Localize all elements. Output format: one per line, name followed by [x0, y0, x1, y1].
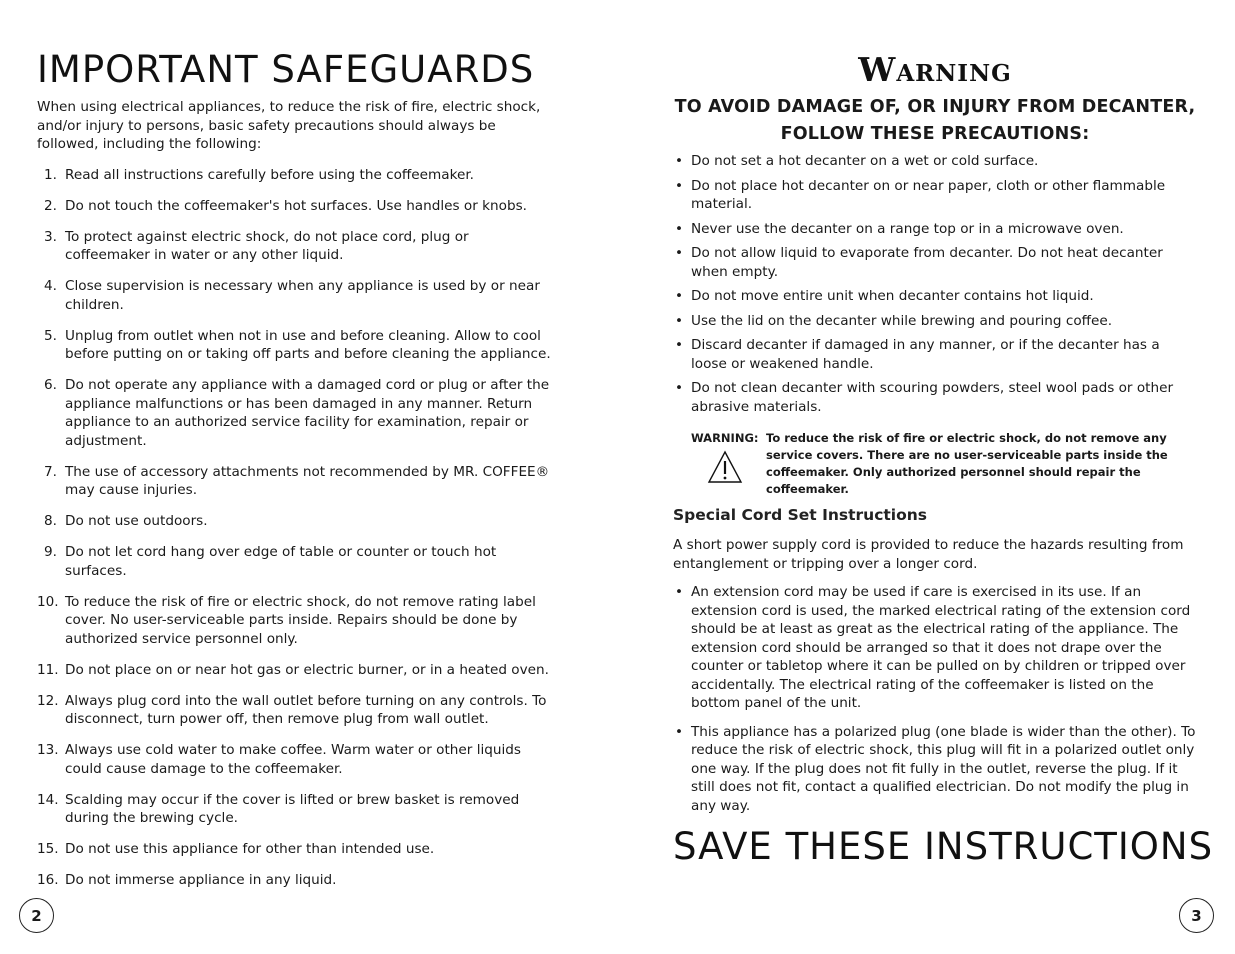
list-item: • Discard decanter if damaged in any manner, or if the decanter has a loose or weakened handle. [673, 336, 1197, 373]
item-text: Close supervision is necessary when any appliance is used by or near children. [65, 278, 540, 313]
item-text: To reduce the risk of fire or electric shock, do not remove rating label cover. No user-serviceable parts inside. Repairs should be done by authorized service personnel only. [65, 593, 536, 647]
list-item: • This appliance has a polarized plug (one blade is wider than the other). To reduce the risk of electric shock, this plug will fit in a polarized outlet only one way. If the plug does not fit fully in the outlet, reverse the plug. If it still does not fit, contact a qualified electrician. Do not modify the plug in any way. [673, 723, 1197, 816]
item-number: 8. [44, 513, 57, 529]
list-item [37, 661, 557, 680]
decanter-subhead: TO AVOID DAMAGE OF, OR INJURY FROM DECANTER, FOLLOW THESE PRECAUTIONS: [674, 97, 1196, 144]
item-text: Read all instructions carefully before using the coffeemaker. [65, 166, 474, 183]
warning-label: WARNING: [691, 431, 759, 445]
list-item [37, 376, 557, 450]
list-item [37, 228, 557, 265]
list-item [37, 692, 557, 729]
item-text: Do not place on or near hot gas or electric burner, or in a heated oven. [65, 661, 549, 678]
item-text: Scalding may occur if the cover is lifted or brew basket is removed during the brewing cycle. [65, 791, 520, 826]
list-item [37, 593, 557, 649]
list-item [37, 840, 557, 859]
list-item: • Do not set a hot decanter on a wet or cold surface. [673, 152, 1197, 171]
list-item: • Do not move entire unit when decanter contains hot liquid. [673, 287, 1197, 306]
item-text: The use of accessory attachments not recommended by MR. COFFEE® may cause injuries. [65, 463, 550, 498]
list-item [37, 791, 557, 828]
warning-title: Warning [858, 50, 1012, 89]
list-item: • Never use the decanter on a range top or in a microwave oven. [673, 220, 1197, 239]
item-text: Do not use this appliance for other than intended use. [65, 841, 435, 857]
item-number: 16. [37, 872, 59, 888]
item-number: 15. [37, 841, 59, 857]
safeguards-intro: When using electrical appliances, to reduce the risk of fire, electric shock, and/or injury to persons, basic safety precautions should always be followed, including the following: [37, 99, 541, 152]
item-text: Do not use outdoors. [65, 513, 208, 529]
item-number: 6. [44, 377, 57, 393]
item-number: 14. [37, 791, 59, 808]
item-text: Do not operate any appliance with a damaged cord or plug or after the appliance malfunctions or has been damaged in any manner. Return appliance to an authorized service facility for examination, repair or adjustment. [65, 377, 550, 449]
left-page [37, 48, 557, 902]
item-number: 9. [44, 544, 57, 560]
warning-text: To reduce the risk of fire or electric shock, do not remove any service covers. There are no user-serviceable parts inside the coffeemaker. Only authorized personnel should repair the coffeemaker. [766, 431, 1168, 496]
save-instructions-title: SAVE THESE INSTRUCTIONS [673, 825, 1214, 868]
list-item [37, 277, 557, 314]
item-number: 2. [44, 197, 57, 214]
item-text: Do not immerse appliance in any liquid. [65, 872, 337, 888]
list-item [37, 512, 557, 531]
safeguards-list [37, 166, 557, 890]
list-item [37, 327, 557, 364]
item-number: 1. [44, 166, 57, 183]
list-item: • Do not allow liquid to evaporate from decanter. Do not heat decanter when empty. [673, 244, 1197, 281]
item-number: 3. [44, 228, 57, 245]
list-item: • Do not clean decanter with scouring powders, steel wool pads or other abrasive materials. [673, 379, 1197, 416]
item-text: Do not touch the coffeemaker's hot surfaces. Use handles or knobs. [65, 197, 527, 214]
cord-instructions-list [673, 583, 1197, 815]
list-item: • Use the lid on the decanter while brewing and pouring coffee. [673, 312, 1197, 331]
list-item [37, 871, 557, 890]
item-text: Unplug from outlet when not in use and before cleaning. Allow to cool before putting on or taking off parts and before cleaning the appliance. [65, 327, 551, 362]
item-number: 13. [37, 742, 59, 758]
cord-heading: Special Cord Set Instructions [673, 506, 928, 524]
list-item [37, 166, 557, 185]
item-number: 7. [44, 463, 57, 480]
page-number-right: 3 [1179, 898, 1214, 933]
safeguards-title: IMPORTANT SAFEGUARDS [37, 48, 535, 91]
list-item: • Do not place hot decanter on or near paper, cloth or other flammable material. [673, 177, 1197, 214]
item-number: 4. [44, 278, 57, 294]
item-number: 5. [44, 327, 57, 344]
list-item [37, 197, 557, 216]
item-number: 11. [37, 661, 59, 678]
item-text: Always use cold water to make coffee. Warm water or other liquids could cause damage to the coffeemaker. [65, 742, 521, 777]
decanter-precautions-list [673, 152, 1197, 416]
item-number: 12. [37, 692, 59, 709]
item-number: 10. [37, 593, 59, 610]
item-text: Always plug cord into the wall outlet before turning on any controls. To disconnect, turn power off, then remove plug from wall outlet. [65, 692, 547, 727]
list-item [37, 741, 557, 778]
item-text: To protect against electric shock, do not place cord, plug or coffeemaker in water or any other liquid. [65, 228, 469, 263]
item-text: Do not let cord hang over edge of table or counter or touch hot surfaces. [65, 544, 497, 579]
list-item [37, 463, 557, 500]
cord-intro: A short power supply cord is provided to reduce the hazards resulting from entanglement or tripping over a longer cord. [673, 537, 1184, 572]
warning-triangle-icon [707, 450, 743, 484]
list-item [37, 543, 557, 580]
service-warning [691, 430, 1197, 494]
right-page [673, 48, 1214, 869]
page-number-left: 2 [19, 898, 54, 933]
list-item: • An extension cord may be used if care is exercised in its use. If an extension cord is used, the marked electrical rating of the extension cord should be at least as great as the electrical rating of the appliance. The extension cord should be arranged so that it does not drape over the counter or tabletop where it can be pulled on by children or tripped over accidentally. The electrical rating of the coffeemaker is listed on the bottom panel of the unit. [673, 583, 1197, 713]
